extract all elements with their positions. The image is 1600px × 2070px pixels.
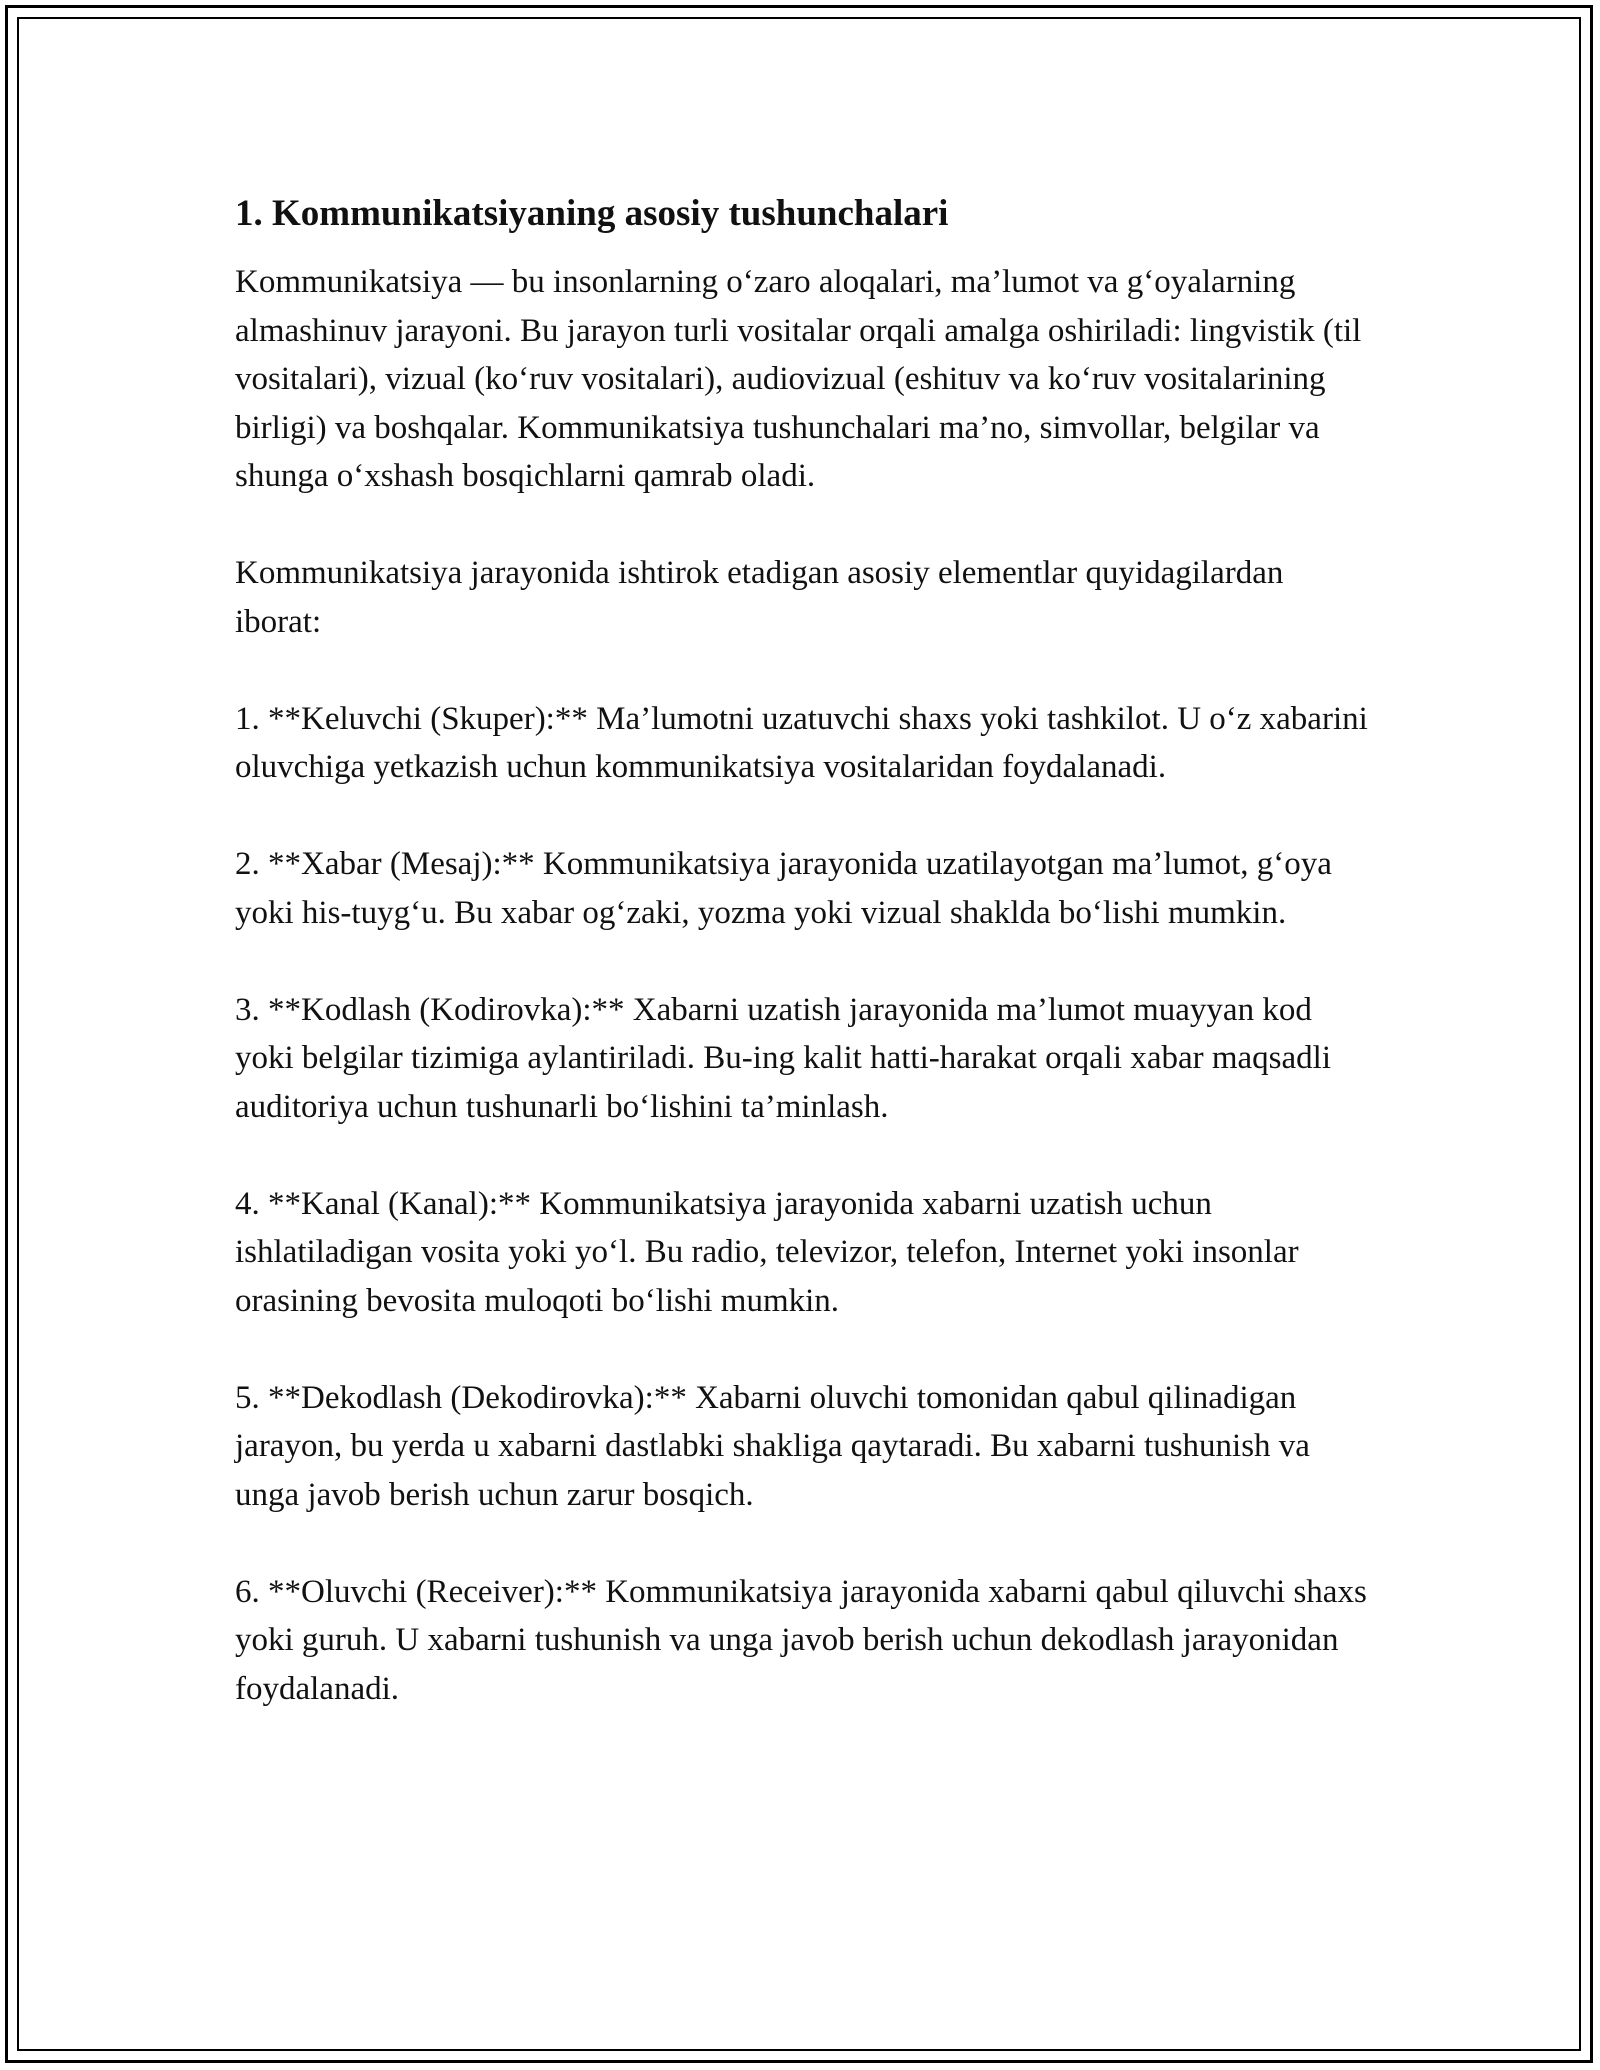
- list-item-channel: 4. **Kanal (Kanal):** Kommunikatsiya jarayonida xabarni uzatish uchun ishlatiladigan vosita yoki yo‘l. Bu radio, televizor, telefon, Internet yoki insonlar orasining bevosita muloqoti bo‘lishi mumkin.: [235, 1185, 1299, 1319]
- list-item-encoding: 3. **Kodlash (Kodirovka):** Xabarni uzatish jarayonida ma’lumot muayyan kod yoki belgilar tizimiga aylantiriladi. Bu-ing kalit hatti-harakat orqali xabar maqsadli auditoriya uchun tushunarli bo‘lishini ta’minlash.: [235, 991, 1331, 1125]
- list-item-receiver: 6. **Oluvchi (Receiver):** Kommunikatsiya jarayonida xabarni qabul qiluvchi shaxs yoki guruh. U xabarni tushunish va unga javob berish uchun dekodlash jarayonidan foydalanadi.: [235, 1573, 1367, 1707]
- elements-intro-paragraph: Kommunikatsiya jarayonida ishtirok etadigan asosiy elementlar quyidagilardan iborat:: [235, 555, 1284, 640]
- intro-paragraph: Kommunikatsiya — bu insonlarning o‘zaro aloqalari, ma’lumot va g‘oyalarning almashinuv jarayoni. Bu jarayon turli vositalar orqali amalga oshiriladi: lingvistik (til vositalari), vizual (ko‘ruv vositalari), audiovizual (eshituv va ko‘ruv vositalarining birligi) va boshqalar. Kommunikatsiya tushunchalari ma’no, simvollar, belgilar va shunga o‘xshash bosqichlarni qamrab oladi.: [235, 264, 1362, 494]
- list-item-message: 2. **Xabar (Mesaj):** Kommunikatsiya jarayonida uzatilayotgan ma’lumot, g‘oya yoki his-tuyg‘u. Bu xabar og‘zaki, yozma yoki vizual shaklda bo‘lishi mumkin.: [235, 846, 1332, 931]
- section-heading: 1. Kommunikatsiyaning asosiy tushunchalari: [235, 193, 949, 234]
- list-item-sender: 1. **Keluvchi (Skuper):** Ma’lumotni uzatuvchi shaxs yoki tashkilot. U o‘z xabarini oluvchiga yetkazish uchun kommunikatsiya vositalaridan foydalanadi.: [235, 700, 1368, 785]
- document-body: [235, 190, 1375, 1762]
- list-item-decoding: 5. **Dekodlash (Dekodirovka):** Xabarni oluvchi tomonidan qabul qilinadigan jarayon, bu yerda u xabarni dastlabki shakliga qaytaradi. Bu xabarni tushunish va unga javob berish uchun zarur bosqich.: [235, 1379, 1310, 1513]
